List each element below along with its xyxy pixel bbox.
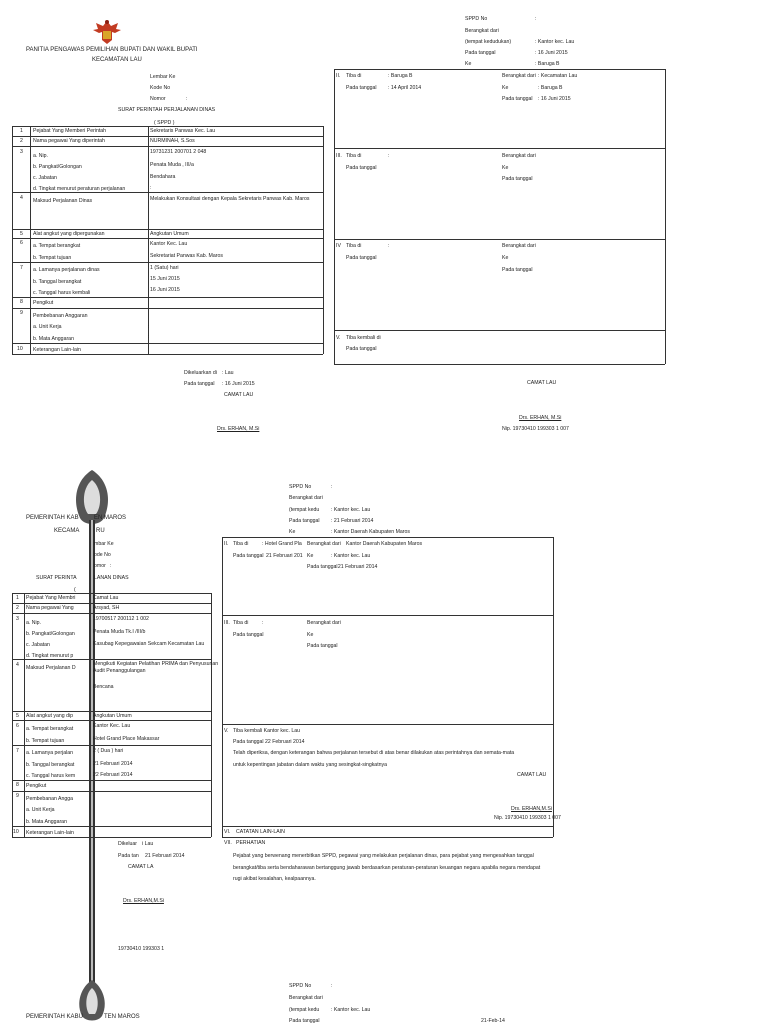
stage2-5-signer: Drs. ERHAN,M.Si [511, 806, 552, 812]
row2-3-label-d: d. Tingkat menurut p [26, 653, 74, 659]
row-6-label-a: a. Tempat berangkat [33, 243, 81, 249]
stage2-2-date-label: Pada tanggal [233, 553, 264, 559]
issued2-date-value: 21 Februari 2014 [145, 853, 185, 859]
row2-5-label: Alat angkut yang dip [26, 713, 74, 719]
row-2-label: Nama pegawai Yang diperintah [33, 138, 105, 144]
header-line-1: PANITIA PENGAWAS PEMILIHAN BUPATI DAN WAKIL BUPATI [26, 47, 198, 53]
doc2-subtitle: ( [74, 587, 76, 593]
row-8-label: Pengikut [33, 300, 54, 306]
stage-3-number: III. [336, 153, 342, 159]
sppd3-no-colon: : [331, 983, 333, 989]
stage-3-date-label: Pada tanggal [346, 165, 377, 171]
stage-4-arrive-label: Tiba di [346, 243, 362, 249]
stage-2-depart-value: : Kecamatan Lau [538, 73, 578, 79]
header2-line-2a: KECAMA [54, 528, 80, 534]
stage2-5-number: V. [224, 728, 229, 734]
stage2-2-to-value: : Kantor kec. Lau [331, 553, 371, 559]
camat2-title: CAMAT LA [128, 864, 154, 870]
signer2-name: Drs. ERHAN,M.Si [123, 898, 164, 904]
stage2-3-to-label: Ke [307, 632, 314, 638]
row-2-value: NURMINAH, S.Sos [150, 138, 195, 144]
row2-5-number: 5 [16, 713, 19, 719]
nomor-label: Nomor [150, 96, 166, 102]
row-4-label: Maksud Perjalanan Dinas [33, 198, 93, 204]
stage-2-date-value: : 14 April 2014 [388, 85, 422, 91]
stage-4-depart-label: Berangkat dari [502, 243, 536, 249]
row2-2-number: 2 [16, 605, 19, 611]
signer2-nip: 19730410 199303 1 [118, 946, 165, 952]
row-1-label: Pejabat Yang Memberi Perintah [33, 128, 107, 134]
sppd2-to-value: : Kantor Daerah Kabupaten Maros [331, 529, 411, 535]
stage2-5-camat: CAMAT LAU [517, 772, 547, 778]
stage-3-depart-label: Berangkat dari [502, 153, 536, 159]
row-5-number: 5 [20, 231, 23, 237]
doc-subtitle: ( SPPD ) [154, 120, 175, 126]
row2-9-label-c: b. Mata Anggaran [26, 819, 67, 825]
stage-2-date2-label: Pada tanggal [502, 96, 533, 102]
row2-6-label-a: a. Tempat berangkat [26, 726, 74, 732]
lembar-label: Lembar Ke [150, 74, 176, 80]
row-9-label-b: a. Unit Kerja [33, 324, 62, 330]
nomor2-colon: : [110, 563, 112, 569]
stage-3-date2-label: Pada tanggal [502, 176, 533, 182]
sppd3-date-label: Pada tanggal [289, 1018, 320, 1024]
row-5-label: Alat angkut yang dipergunakan [33, 231, 105, 237]
stage-2-depart-label: Berangkat dari [502, 73, 536, 79]
stage2-2-arrive-label: Tiba di [233, 541, 249, 547]
stage2-2-depart-value: Kantor Daerah Kabupaten Maros [346, 541, 423, 547]
row2-4-number: 4 [16, 662, 19, 668]
row2-7-value-a: 2 ( Dua ) hari [93, 748, 124, 754]
issued2-date-label: Pada tan [118, 853, 139, 859]
row2-6-label-b: b. Tempat tujuan [26, 738, 65, 744]
issued-date-label: Pada tanggal [184, 381, 215, 387]
row2-5-value: Angkutan Umum [93, 713, 132, 719]
sppd3-dep-value: : Kantor kec. Lau [331, 1007, 371, 1013]
row2-8-number: 8 [16, 782, 19, 788]
row2-7-label-c: c. Tanggal harus kem [26, 773, 76, 779]
attention-paragraph-2: berangkat/tiba serta bendaharawan bertanggung jawab berdasarkan peraturan-peraturan keuangan negara apabila negara mendapat [233, 865, 541, 871]
row-1-value: Sekretaris Panwas Kec. Lau [150, 128, 216, 134]
stage2-2-date2-value: : 21 Februari 2014 [335, 564, 378, 570]
row2-3-value-a: 19700517 200112 1 002 [93, 616, 149, 622]
row-6-label-b: b. Tempat tujuan [33, 255, 72, 261]
row-7-value-c: 16 Juni 2015 [150, 287, 180, 293]
row-4-value: Melakukan Konsultasi dengan Kepala Sekretaris Panwas Kab. Maros [150, 196, 310, 202]
sppd2-dep-sub: (tempat kedu [289, 507, 320, 513]
stage-5-date-label: Pada tanggal [346, 346, 377, 352]
kode-label: Kode No [150, 85, 171, 91]
row2-4-value-c: Bencana [93, 684, 114, 690]
sppd2-dep-value: : Kantor kec. Lau [331, 507, 371, 513]
row-6-value-b: Sekretariat Panwas Kab. Maros [150, 253, 223, 259]
row-3-number: 3 [20, 149, 23, 155]
issued2-at-value: i Lau [142, 841, 154, 847]
row-9-label-a: Pembebanan Anggaran [33, 313, 88, 319]
row2-3-number: 3 [16, 616, 19, 622]
doc2-title-b: LANAN DINAS [94, 575, 129, 581]
stage-3-to-label: Ke [502, 165, 509, 171]
row-5-value: Angkutan Umum [150, 231, 189, 237]
stage2-6-notes: CATATAN LAIN-LAIN [236, 829, 285, 835]
stage2-5-date: Pada tanggal 22 Februari 2014 [233, 739, 305, 745]
camat-title: CAMAT LAU [224, 392, 254, 398]
stage-4-date2-label: Pada tanggal [502, 267, 533, 273]
header3-line-1a: PEMERINTAH KABU [26, 1014, 83, 1020]
stage2-2-number: II. [224, 541, 229, 547]
sppd3-date-value: 21-Feb-14 [481, 1018, 505, 1024]
row-9-value-b: : [148, 324, 150, 330]
sppd2-no-colon: : [331, 484, 333, 490]
stage-5-return-label: Tiba kembali di [346, 335, 381, 341]
row2-8-label: Pengikut [26, 783, 47, 789]
header2-line-1a: PEMERINTAH KAB [26, 515, 79, 521]
stage2-3-number: III. [224, 620, 230, 626]
stage2-2-to-label: Ke [307, 553, 314, 559]
header2-line-2b: RU [96, 528, 105, 534]
row2-6-number: 6 [16, 723, 19, 729]
row2-7-label-b: b. Tanggal berangkat [26, 762, 75, 768]
sppd3-no-label: SPPD No [289, 983, 312, 989]
row-2-number: 2 [20, 138, 23, 144]
row-7-label-b: b. Tanggal berangkat [33, 279, 82, 285]
issued-at-value: : Lau [222, 370, 234, 376]
stage-2-arrive-label: Tiba di [346, 73, 362, 79]
sppd-dep-label: Berangkat dari [465, 28, 499, 34]
row-6-value-a: Kantor Kec. Lau [150, 241, 188, 247]
garuda-emblem-icon [92, 18, 122, 46]
sppd3-dep-sub: (tempat kedu [289, 1007, 320, 1013]
row2-9-label-a: Pembebanan Angga [26, 796, 74, 802]
sppd2-date-value: : 21 Februari 2014 [331, 518, 374, 524]
row-8-number: 8 [20, 299, 23, 305]
sppd-dep-value: : Kantor kec. Lau [535, 39, 575, 45]
sppd-no-label: SPPD No [465, 16, 488, 22]
row2-3-value-c: Kasubag Kepegawaian Sekcam Kecamatan Lau [93, 641, 205, 647]
stage2-2-date-value: 21 Februari 201 [266, 553, 303, 559]
row2-1-label: Pejabat Yang Membri [26, 595, 76, 601]
signer-name: Drs. ERHAN, M.Si [217, 426, 260, 432]
nomor-colon: : [186, 96, 188, 102]
nomor2-label: omor [94, 563, 106, 569]
stage-5-number: V. [336, 335, 341, 341]
stage-2-date-label: Pada tanggal [346, 85, 377, 91]
row-1-number: 1 [20, 128, 23, 134]
row-3-label-b: b. Pangkat/Golongan [33, 164, 82, 170]
row2-9-label-b: a. Unit Kerja [26, 807, 55, 813]
row2-6-value-a: Kantor Kec. Lau [93, 723, 131, 729]
row-3-value-d: : [150, 185, 152, 191]
header3-line-1b: TEN MAROS [104, 1014, 140, 1020]
row-9-label-c: b. Mata Anggaran [33, 336, 74, 342]
row-6-number: 6 [20, 240, 23, 246]
issued2-at-label: Dikeluar [118, 841, 138, 847]
stage2-5-nip: Nip. 19730410 199303 1 007 [494, 815, 561, 821]
issued-date-value: : 16 Juni 2015 [222, 381, 255, 387]
row-3-value-b: Penata Muda , III/a [150, 162, 194, 168]
row2-2-label: Nama pegawai Yang [26, 605, 74, 611]
row2-4-label: Maksud Perjalanan D [26, 665, 76, 671]
row-10-label: Keterangan Lain-lain [33, 347, 81, 353]
row2-9-number: 9 [16, 793, 19, 799]
signer-name-right: Drs. ERHAN, M.Si [519, 415, 562, 421]
stage2-2-date2-label: Pada tanggal [307, 564, 338, 570]
stage-2-to-label: Ke [502, 85, 509, 91]
signer-nip-right: Nip. 19730410 199303 1 007 [502, 426, 569, 432]
row2-4-value-b: Audit Penanggulangan [93, 668, 146, 674]
stage-4-to-label: Ke [502, 255, 509, 261]
row-9-number: 9 [20, 310, 23, 316]
stage2-5-statement-2: untuk kepentingan jabatan dalam waktu yang sesingkat-singkatnya [233, 762, 387, 768]
stage2-7-number: VII. [224, 840, 232, 846]
attention-paragraph-1: Pejabat yang berwenang menerbitkan SPPD, pegawai yang melakukan perjalanan dinas, para pejabat yang mengesahkan tanggal [233, 853, 534, 859]
stage2-3-date2-label: Pada tanggal [307, 643, 338, 649]
row2-7-number: 7 [16, 748, 19, 754]
sppd2-dep-label: Berangkat dari [289, 495, 323, 501]
stage-4-number: IV [336, 243, 341, 249]
camat-title-right: CAMAT LAU [527, 380, 557, 386]
stage2-5-statement-1: Telah diperiksa, dengan keterangan bahwa perjalanan tersebut di atas benar dilakukan atas perintahnya dan semata-mata [233, 750, 515, 756]
row2-1-value: Camat Lau [93, 595, 119, 601]
stage2-3-colon: : [262, 620, 264, 626]
sppd-date-label: Pada tanggal [465, 50, 496, 56]
row2-10-number: 10 [13, 829, 19, 835]
sppd2-date-label: Pada tanggal [289, 518, 320, 524]
row-3-label-c: c. Jabatan [33, 175, 57, 181]
sppd3-dep-label: Berangkat dari [289, 995, 323, 1001]
kode2-label: ode No [94, 552, 111, 558]
sppd-to-label: Ke [465, 61, 472, 67]
row2-2-value: Arsyad, SH [93, 605, 120, 611]
sppd-date-value: : 16 Juni 2015 [535, 50, 568, 56]
lembar2-label: mbar Ke [94, 541, 114, 547]
stage-2-to-value: : Baruga B [538, 85, 563, 91]
row2-3-label-c: c. Jabatan [26, 642, 50, 648]
row2-7-value-b: 21 Februari 2014 [93, 761, 133, 767]
row2-7-label-a: a. Lamanya perjalan [26, 750, 74, 756]
stage-4-colon: : [388, 243, 390, 249]
sppd2-to-label: Ke [289, 529, 296, 535]
sppd-dep-sub: (tempat kedudukan) [465, 39, 512, 45]
stage2-6-number: VI. [224, 829, 231, 835]
stage2-3-date-label: Pada tanggal [233, 632, 264, 638]
row2-4-value-a: Mengikuti Kegiatan Pelatihan PRIMA dan Penyusunan [93, 661, 219, 667]
row-3-value-a: 19731231 200701 2 048 [150, 149, 207, 155]
row-3-label-d: d. Tingkat menurut peraturan perjalanan [33, 186, 126, 192]
row-7-value-b: 15 Juni 2015 [150, 276, 180, 282]
row-4-number: 4 [20, 195, 23, 201]
row2-6-value-b: Hotel Grand Place Makassar [93, 736, 160, 742]
issued-at-label: Dikeluarkan di [184, 370, 217, 376]
stage2-2-depart-label: Berangkat dari [307, 541, 341, 547]
row-7-label-c: c. Tanggal harus kembali [33, 290, 91, 296]
row2-3-label-b: b. Pangkat/Golongan [26, 631, 75, 637]
stage2-3-depart-label: Berangkat dari [307, 620, 341, 626]
row2-1-number: 1 [16, 595, 19, 601]
row-7-value-a: 1 (Satu) hari [150, 265, 179, 271]
row-9-value-c: : [148, 334, 150, 340]
row2-7-value-c: 22 Februari 2014 [93, 772, 133, 778]
stage-2-arrive-value: : Baruga B [388, 73, 413, 79]
stage-4-date-label: Pada tanggal [346, 255, 377, 261]
stage2-5-return: Tiba kembali Kantor kec. Lau [233, 728, 300, 734]
row-3-label-a: a. Nip. [33, 153, 48, 159]
row2-10-label: Keterangan Lain-lain [26, 830, 74, 836]
sppd-no-colon: : [535, 16, 537, 22]
stage-3-colon: : [388, 153, 390, 159]
sppd-to-value: : Baruga B [535, 61, 560, 67]
header-line-2: KECAMATAN LAU [92, 57, 142, 63]
row-7-label-a: a. Lamanya perjalanan dinas [33, 267, 100, 273]
doc2-title-a: SURAT PERINTA [36, 575, 77, 581]
stage2-7-attention: PERHATIAN [236, 840, 266, 846]
row2-3-label-a: a. Nip. [26, 620, 41, 626]
stage2-2-arrive-value: : Hotel Grand Pla [262, 541, 302, 547]
stage-3-arrive-label: Tiba di [346, 153, 362, 159]
sppd2-no-label: SPPD No [289, 484, 312, 490]
row-7-number: 7 [20, 265, 23, 271]
row-10-number: 10 [17, 346, 23, 352]
stage-2-number: II. [336, 73, 341, 79]
doc-title: SURAT PERINTAH PERJALANAN DINAS [118, 107, 216, 113]
stage2-3-arrive-label: Tiba di [233, 620, 249, 626]
header2-line-1b: EN MAROS [94, 515, 127, 521]
attention-paragraph-3: rugi akibat kesalahan, kealpaannya. [233, 876, 316, 882]
row2-3-value-b: Penata Muda Tk.I /III/b [93, 629, 146, 635]
stage-2-date2-value: : 16 Juni 2015 [538, 96, 571, 102]
row-3-value-c: Bendahara [150, 174, 176, 180]
